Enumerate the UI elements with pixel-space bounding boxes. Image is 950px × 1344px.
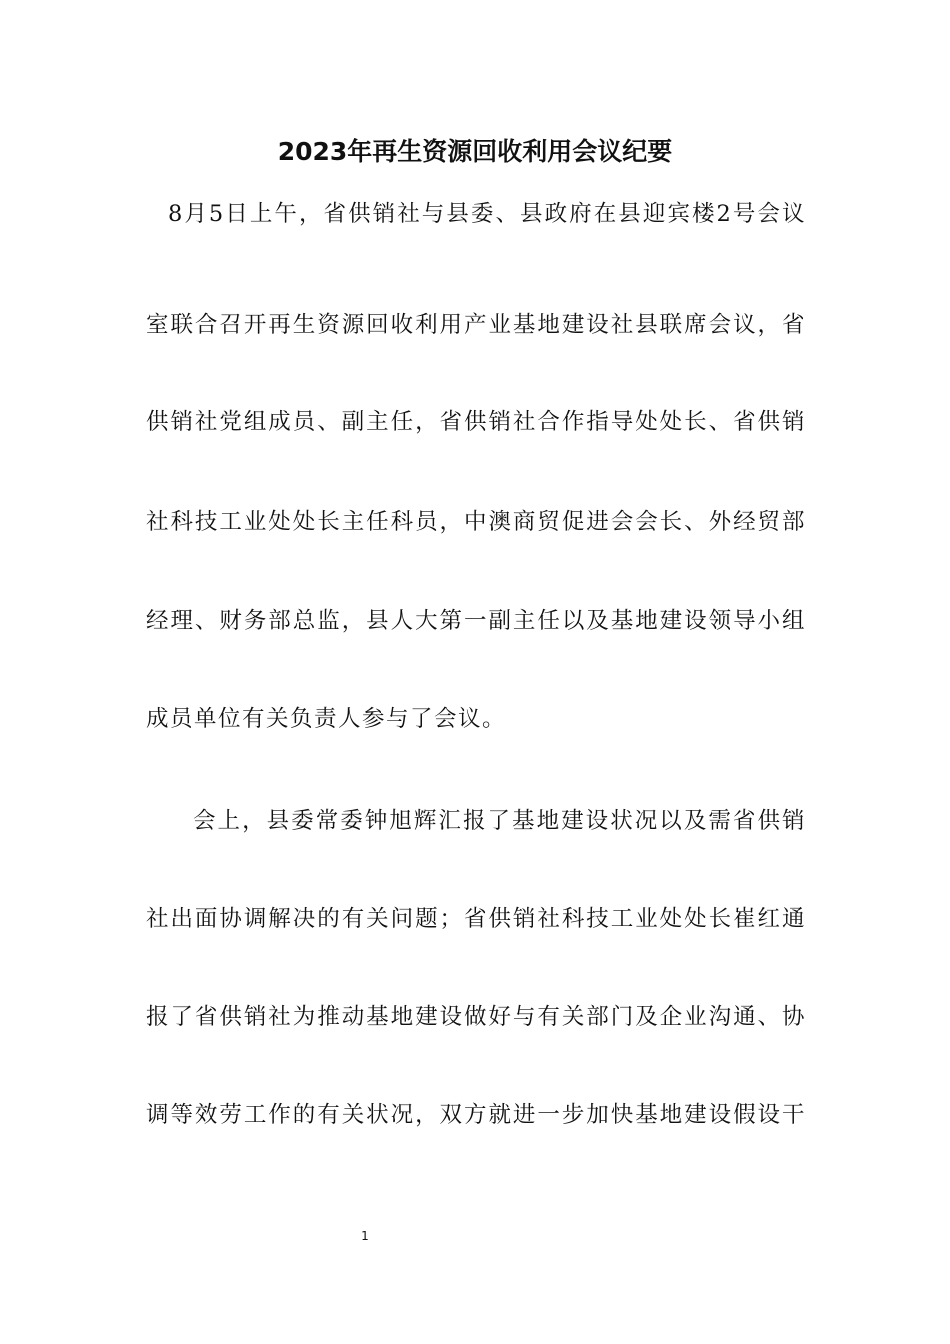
- paragraph-2-line-1: 会上，县委常委钟旭辉汇报了基地建设状况以及需省供销: [193, 808, 806, 834]
- paragraph-1-line-4: 社科技工业处处长主任科员，中澳商贸促进会会长、外经贸部: [146, 509, 806, 535]
- paragraph-1-line-1: 8月5日上午，省供销社与县委、县政府在县迎宾楼2号会议: [168, 201, 806, 227]
- paragraph-1-line-5: 经理、财务部总监，县人大第一副主任以及基地建设领导小组: [146, 608, 806, 634]
- paragraph-2-line-4: 调等效劳工作的有关状况，双方就进一步加快基地建设假设干: [146, 1102, 806, 1128]
- paragraph-1-line-2: 室联合召开再生资源回收利用产业基地建设社县联席会议，省: [146, 312, 806, 338]
- paragraph-2-line-3: 报了省供销社为推动基地建设做好与有关部门及企业沟通、协: [146, 1004, 806, 1030]
- document-title: 2023年再生资源回收利用会议纪要: [277, 137, 673, 166]
- paragraph-1-line-3: 供销社党组成员、副主任，省供销社合作指导处处长、省供销: [146, 409, 806, 435]
- paragraph-1-line-6: 成员单位有关负责人参与了会议。: [146, 706, 507, 732]
- page-number: 1: [361, 1229, 369, 1243]
- paragraph-2-line-2: 社出面协调解决的有关问题；省供销社科技工业处处长崔红通: [146, 906, 806, 932]
